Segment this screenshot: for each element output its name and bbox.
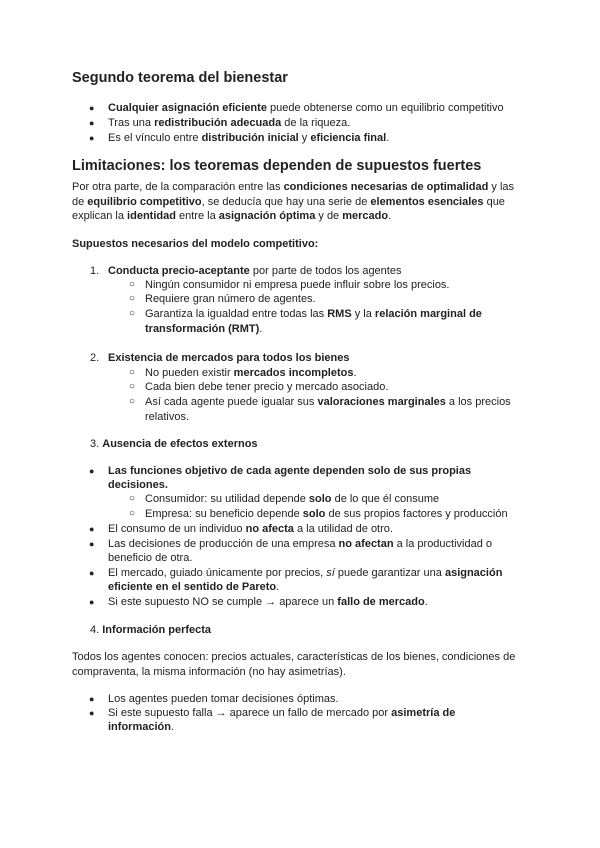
list-item: Si este supuesto NO se cumple → aparece un fallo de mercado. — [108, 596, 428, 608]
bullet-dot: ● — [89, 118, 95, 128]
sub-list-item-continuation: transformación (RMT). — [145, 323, 263, 335]
sub-bullet-circle: ○ — [129, 396, 136, 407]
list-item-continuation: beneficio de otra. — [108, 552, 193, 564]
paragraph-line: explican la identidad entre la asignación óptima y de mercado. — [72, 210, 392, 222]
sub-list-item: Requiere gran número de agentes. — [145, 293, 316, 305]
bullet-dot: ● — [89, 524, 95, 534]
list-item-continuation: decisiones. — [108, 479, 168, 491]
list-item: Si este supuesto falla → aparece un fallo de mercado por asimetría de — [108, 707, 456, 719]
bullet-dot: ● — [89, 103, 95, 113]
sub-list-item-continuation: relativos. — [145, 411, 190, 423]
sub-list-item: Ningún consumidor ni empresa puede influir sobre los precios. — [145, 279, 450, 291]
sub-bullet-circle: ○ — [129, 279, 136, 290]
list-number: 2. — [90, 352, 100, 364]
list-item: Existencia de mercados para todos los bienes — [108, 352, 350, 364]
sub-bullet-circle: ○ — [129, 308, 136, 319]
list-item: Los agentes pueden tomar decisiones óptimas. — [108, 693, 339, 705]
bullet-dot: ● — [89, 708, 95, 718]
sub-list-item: No pueden existir mercados incompletos. — [145, 367, 357, 379]
sub-bullet-circle: ○ — [129, 381, 136, 392]
bullet-dot: ● — [89, 597, 95, 607]
list-item: Las decisiones de producción de una empresa no afectan a la productividad o — [108, 538, 493, 550]
list-item: El consumo de un individuo no afecta a la utilidad de otro. — [108, 523, 393, 535]
sub-bullet-circle: ○ — [129, 293, 136, 304]
sub-list-item: Garantiza la igualdad entre todas las RMS y la relación marginal de — [145, 308, 482, 320]
bullet-dot: ● — [89, 133, 95, 143]
bullet-dot: ● — [89, 694, 95, 704]
paragraph-line: Todos los agentes conocen: precios actuales, características de los bienes, condiciones de — [72, 651, 516, 663]
sub-bullet-circle: ○ — [129, 367, 136, 378]
list-item: El mercado, guiado únicamente por precios, sí puede garantizar una asignación — [108, 567, 503, 579]
assumptions-heading: Supuestos necesarios del modelo competitivo: — [72, 238, 319, 250]
list-item: Tras una redistribución adecuada de la riqueza. — [108, 117, 351, 129]
list-item: Las funciones objetivo de cada agente dependen solo de sus propias — [108, 465, 472, 477]
bullet-dot: ● — [89, 539, 95, 549]
list-item: 3. Ausencia de efectos externos — [90, 438, 258, 450]
paragraph-line: compraventa, la misma información (no hay asimetrías). — [72, 666, 346, 678]
list-item-continuation: eficiente en el sentido de Pareto. — [108, 581, 280, 593]
sub-list-item: Consumidor: su utilidad depende solo de lo que él consume — [145, 493, 440, 505]
paragraph-line: de equilibrio competitivo, se deducía que hay una serie de elementos esenciales que — [72, 196, 505, 208]
section-title-limitations: Limitaciones: los teoremas dependen de supuestos fuertes — [72, 158, 482, 174]
bullet-dot: ● — [89, 568, 95, 578]
list-item: 4. Información perfecta — [90, 624, 212, 636]
sub-list-item: Así cada agente puede igualar sus valoraciones marginales a los precios — [145, 396, 511, 408]
paragraph-line: Por otra parte, de la comparación entre las condiciones necesarias de optimalidad y las — [72, 181, 515, 193]
sub-list-item: Cada bien debe tener precio y mercado asociado. — [145, 381, 389, 393]
bullet-dot: ● — [89, 466, 95, 476]
sub-list-item: Empresa: su beneficio depende solo de sus propios factores y producción — [145, 508, 508, 520]
list-item: Es el vínculo entre distribución inicial y eficiencia final. — [108, 132, 390, 144]
list-item: Conducta precio-aceptante por parte de todos los agentes — [108, 265, 402, 277]
sub-bullet-circle: ○ — [129, 508, 136, 519]
section-title-second-theorem: Segundo teorema del bienestar — [72, 70, 288, 86]
sub-bullet-circle: ○ — [129, 493, 136, 504]
list-item-continuation: información. — [108, 721, 175, 733]
list-number: 1. — [90, 265, 100, 277]
list-item: Cualquier asignación eficiente puede obtenerse como un equilibrio competitivo — [108, 102, 504, 114]
